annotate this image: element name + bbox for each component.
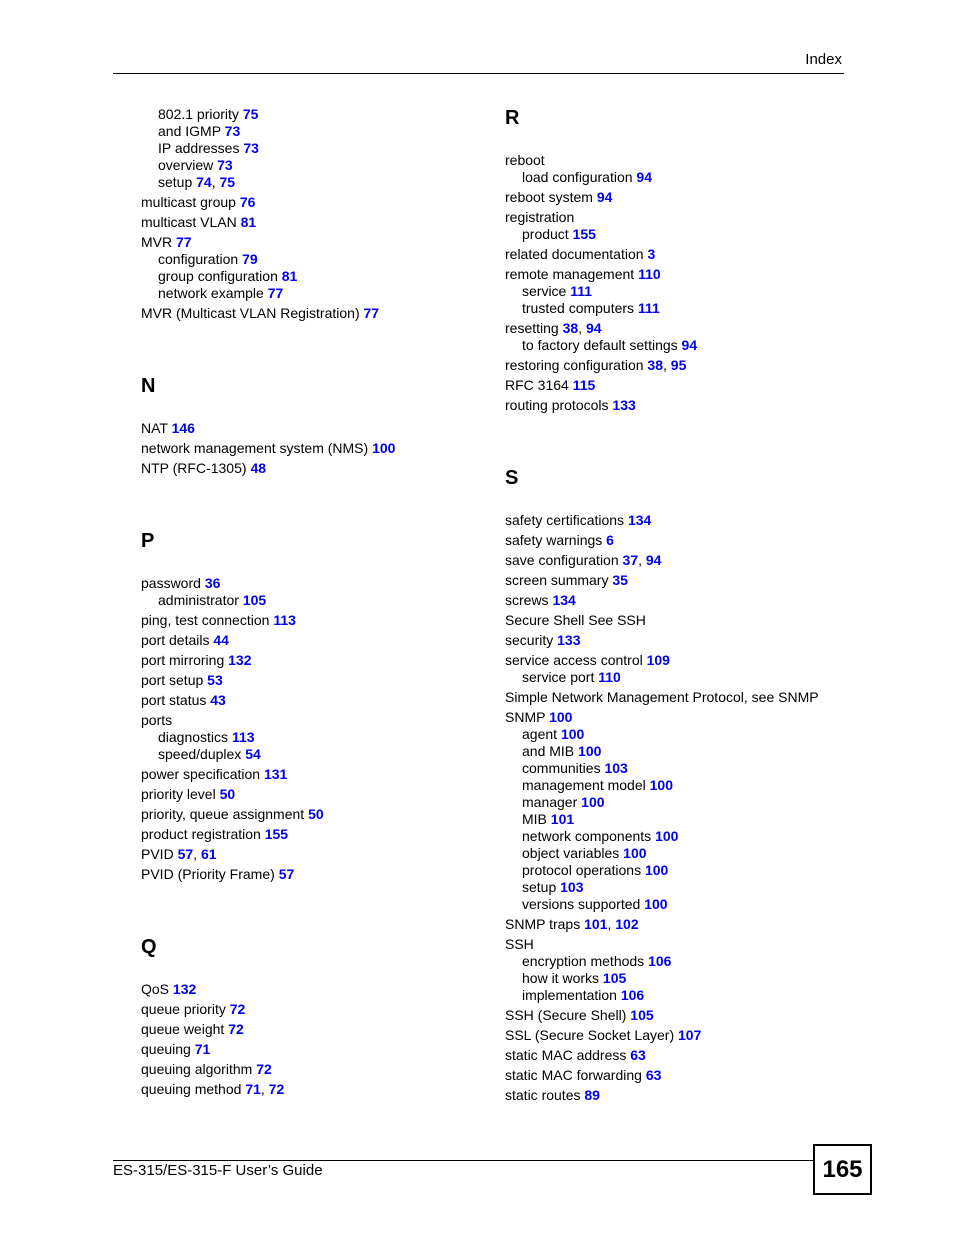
index-term: network management system (NMS) [141,440,373,456]
index-term: product [522,226,573,242]
page-link[interactable]: 71 [194,1041,211,1057]
index-entry [505,377,845,394]
index-term: power specification [141,766,264,782]
index-subentry [505,845,845,862]
page-link[interactable]: 75 [242,106,259,122]
page-link[interactable]: 111 [637,300,660,316]
page-link[interactable]: 63 [645,1067,662,1083]
index-entry [505,572,845,589]
index-term: MVR [141,234,176,250]
index-term: service port [522,669,599,685]
index-term: save configuration [505,552,623,568]
index-term: versions supported [522,896,645,912]
page-link[interactable]: 101 [584,916,608,932]
index-subentry [141,729,481,746]
index-term: Secure Shell See SSH [505,612,646,628]
index-entry [141,420,481,437]
page-link[interactable]: 100 [581,794,605,810]
index-term: queue priority [141,1001,230,1017]
index-term: trusted computers [522,300,638,316]
index-subentry [505,953,845,970]
index-term: priority level [141,786,220,802]
page-link[interactable]: 72 [229,1001,246,1017]
page-link[interactable]: 81 [281,268,298,284]
page-link[interactable]: 72 [256,1061,272,1077]
page-link[interactable]: 77 [267,285,284,301]
index-term: speed/duplex [158,746,246,762]
page-link[interactable]: 133 [612,397,636,413]
page-link[interactable]: 100 [578,743,602,759]
page-link[interactable]: 146 [171,420,195,436]
index-entry [141,672,481,689]
index-entry [141,826,481,843]
page-link[interactable]: 35 [612,572,628,588]
page-link[interactable]: 110 [638,266,661,282]
index-term: agent [522,726,561,742]
index-entry [141,786,481,803]
index-entry [505,552,845,569]
index-entry [505,652,845,669]
index-term: resetting [505,320,563,336]
index-letter-heading: Q [141,936,157,958]
page-link[interactable]: 132 [228,652,252,668]
index-term: port mirroring [141,652,229,668]
index-term: port status [141,692,211,708]
index-term: routing protocols [505,397,613,413]
index-entry [141,612,481,629]
index-subentry [141,123,481,140]
page-link[interactable]: 77 [176,234,192,250]
index-entry [505,246,845,263]
index-subentry [141,592,481,609]
page-link[interactable]: 57 [177,846,194,862]
page-link[interactable]: 73 [224,123,241,139]
index-entry [141,234,481,251]
page-link[interactable]: 63 [630,1047,646,1063]
page-link[interactable]: 100 [644,896,668,912]
index-term: 802.1 priority [158,106,243,122]
page-link[interactable]: 94 [585,320,602,336]
index-subentry [141,140,481,157]
page-link[interactable]: 106 [648,953,672,969]
page-link[interactable]: 71 [245,1081,261,1097]
index-entry [141,1041,481,1058]
index-term: security [505,632,558,648]
index-entry [505,936,845,953]
index-entry [141,194,481,211]
index-term: IP addresses [158,140,244,156]
page-link[interactable]: 79 [242,251,258,267]
index-term: Simple Network Management Protocol, see SNMP [505,689,819,705]
index-term: priority, queue assignment [141,806,309,822]
page-link[interactable]: 105 [630,1007,654,1023]
page-link[interactable]: 75 [219,174,236,190]
page-link[interactable]: 77 [363,305,380,321]
index-term: how it works [522,970,603,986]
page-link[interactable]: 72 [228,1021,244,1037]
index-entry [141,440,481,457]
page-link[interactable]: 100 [655,828,679,844]
index-term: object variables [522,845,624,861]
index-term: load configuration [522,169,637,185]
index-subentry [505,760,845,777]
index-term: ping, test connection [141,612,274,628]
index-subentry [505,169,845,186]
index-entry [141,632,481,649]
index-term: static MAC forwarding [505,1067,646,1083]
index-term: PVID (Priority Frame) [141,866,279,882]
index-entry [505,397,845,414]
page-link[interactable]: 94 [681,337,698,353]
page-link[interactable]: 100 [649,777,673,793]
page-link[interactable]: 50 [219,786,236,802]
page-link[interactable]: 107 [678,1027,702,1043]
index-entry [141,866,481,883]
page-separator: , [663,357,671,373]
index-subentry [505,300,845,317]
index-entry [141,712,481,729]
page-link[interactable]: 105 [242,592,267,608]
index-term: safety certifications [505,512,628,528]
page-link[interactable]: 100 [549,709,573,725]
index-entry [505,357,845,374]
page-link[interactable]: 133 [557,632,581,648]
index-term: SSH (Secure Shell) [505,1007,631,1023]
page-number: 165 [813,1144,872,1195]
index-term: configuration [158,251,243,267]
index-entry [505,689,845,706]
page-link[interactable]: 61 [200,846,217,862]
page-link[interactable]: 102 [615,916,639,932]
index-subentry [505,726,845,743]
index-entry [505,1007,845,1024]
index-term: network components [522,828,656,844]
page-link[interactable]: 81 [240,214,257,230]
index-term: NTP (RFC-1305) [141,460,251,476]
index-term: port details [141,632,214,648]
index-term: ports [141,712,173,728]
index-subentry [141,746,481,763]
index-term: static routes [505,1087,585,1103]
page-link[interactable]: 94 [645,552,662,568]
index-term: to factory default settings [522,337,682,353]
index-subentry [141,106,481,123]
index-entry [141,981,481,998]
index-column-left [141,106,481,1098]
index-entry [141,460,481,477]
index-term: safety warnings [505,532,607,548]
index-entry [505,512,845,529]
index-term: and MIB [522,743,579,759]
page-link[interactable]: 73 [217,157,233,173]
page-link[interactable]: 74 [196,174,212,190]
index-subentry [505,226,845,243]
index-term: NAT [141,420,172,436]
index-entry [505,532,845,549]
index-entry [141,214,481,231]
page-link[interactable]: 134 [552,592,576,608]
index-term: reboot system [505,189,597,205]
index-term: administrator [158,592,243,608]
index-entry [141,806,481,823]
page-link[interactable]: 155 [572,226,596,242]
footer-guide-title: ES-315/ES-315-F User’s Guide [113,1162,323,1179]
page-link[interactable]: 100 [372,440,396,456]
index-entry [505,1067,845,1084]
index-term: related documentation [505,246,648,262]
page-link[interactable]: 100 [560,726,585,742]
index-column-right [505,106,845,1104]
index-subentry [141,174,481,191]
index-term: multicast VLAN [141,214,241,230]
page-link[interactable]: 89 [584,1087,600,1103]
index-entry [141,575,481,592]
index-entry [141,846,481,863]
index-term: service [522,283,571,299]
page-separator: , [638,552,646,568]
index-subentry [141,285,481,302]
index-entry [141,1001,481,1018]
index-term: reboot [505,152,545,168]
index-term: SNMP [505,709,550,725]
page-link[interactable]: 38 [562,320,579,336]
index-entry [505,709,845,726]
index-term: MVR (Multicast VLAN Registration) [141,305,364,321]
index-term: RFC 3164 [505,377,573,393]
index-term: remote management [505,266,639,282]
page-separator: , [193,846,201,862]
index-entry [141,692,481,709]
index-entry [141,1061,481,1078]
page-link[interactable]: 94 [636,169,652,185]
index-entry [505,152,845,169]
index-subentry [505,896,845,913]
page-link[interactable]: 132 [172,981,197,997]
index-entry [505,916,845,933]
page-separator: , [607,916,616,932]
page-link[interactable]: 43 [210,692,226,708]
page-link[interactable]: 131 [263,766,288,782]
page-link[interactable]: 94 [596,189,613,205]
index-term: port setup [141,672,208,688]
page-link[interactable]: 113 [273,612,296,628]
page-link[interactable]: 54 [245,746,261,762]
index-subentry [505,879,845,896]
page-link[interactable]: 44 [213,632,229,648]
index-term: setup [158,174,197,190]
index-term: SNMP traps [505,916,585,932]
page-link[interactable]: 50 [308,806,324,822]
index-term: queue weight [141,1021,229,1037]
page-link[interactable]: 134 [627,512,652,528]
page-separator: , [260,1081,269,1097]
index-term: registration [505,209,575,225]
index-term: communities [522,760,605,776]
index-letter-heading: S [505,467,519,489]
index-term: MIB [522,811,551,827]
page-link[interactable]: 73 [243,140,259,156]
index-letter-heading: P [141,530,155,552]
index-term: management model [522,777,650,793]
page-link[interactable]: 110 [598,669,621,685]
page-link[interactable]: 37 [622,552,639,568]
index-term: service access control [505,652,647,668]
index-term: multicast group [141,194,240,210]
header-title: Index [805,51,842,68]
index-entry [505,209,845,226]
page-link[interactable]: 6 [606,532,614,548]
index-term: restoring configuration [505,357,648,373]
index-term: static MAC address [505,1047,631,1063]
page-link[interactable]: 48 [250,460,267,476]
index-subentry [505,794,845,811]
page-link[interactable]: 36 [204,575,221,591]
index-subentry [141,251,481,268]
page-link[interactable]: 111 [570,283,593,299]
index-entry [505,320,845,337]
index-term: screws [505,592,553,608]
index-term: overview [158,157,218,173]
index-term: and IGMP [158,123,225,139]
index-subentry [505,743,845,760]
page-link[interactable]: 103 [560,879,584,895]
page-separator: , [211,174,220,190]
index-subentry [505,970,845,987]
index-entry [505,612,845,629]
page-separator: , [578,320,586,336]
index-term: password [141,575,205,591]
page-link[interactable]: 95 [670,357,687,373]
index-term: queuing algorithm [141,1061,257,1077]
page-link[interactable]: 105 [602,970,627,986]
index-term: encryption methods [522,953,649,969]
index-subentry [505,669,845,686]
index-term: implementation [522,987,621,1003]
index-term: PVID [141,846,178,862]
index-term: SSH [505,936,534,952]
footer-rule [113,1160,813,1161]
page-link[interactable]: 113 [231,729,255,745]
index-entry [505,1027,845,1044]
index-entry [141,766,481,783]
index-subentry [141,157,481,174]
index-entry [141,652,481,669]
index-subentry [505,283,845,300]
page-link[interactable]: 100 [644,862,669,878]
index-term: queuing method [141,1081,246,1097]
index-subentry [505,337,845,354]
page-link[interactable]: 72 [268,1081,285,1097]
index-term: QoS [141,981,173,997]
index-entry [141,305,481,322]
page-link[interactable]: 38 [647,357,663,373]
index-term: setup [522,879,561,895]
page-link[interactable]: 100 [623,845,647,861]
index-subentry [141,268,481,285]
page-link[interactable]: 3 [647,246,656,262]
page-link[interactable]: 115 [572,377,596,393]
page-link[interactable]: 57 [278,866,295,882]
index-letter-heading: R [505,107,520,129]
page-link[interactable]: 103 [604,760,628,776]
page-link[interactable]: 76 [239,194,256,210]
index-subentry [505,811,845,828]
index-entry [505,632,845,649]
page-link[interactable]: 155 [264,826,289,842]
index-entry [505,1047,845,1064]
index-entry [141,1021,481,1038]
header-rule [113,73,844,74]
index-term: queuing [141,1041,195,1057]
index-term: manager [522,794,582,810]
index-term: network example [158,285,268,301]
index-entry [505,1087,845,1104]
index-term: diagnostics [158,729,232,745]
index-term: group configuration [158,268,282,284]
page-link[interactable]: 109 [646,652,670,668]
index-entry [505,592,845,609]
index-letter-heading: N [141,375,156,397]
index-entry [141,1081,481,1098]
index-subentry [505,828,845,845]
index-term: product registration [141,826,265,842]
index-subentry [505,987,845,1004]
index-term: screen summary [505,572,613,588]
page-link[interactable]: 101 [550,811,575,827]
index-subentry [505,777,845,794]
page-link[interactable]: 53 [207,672,223,688]
page-link[interactable]: 106 [620,987,645,1003]
index-term: SSL (Secure Socket Layer) [505,1027,679,1043]
index-entry [505,189,845,206]
index-term: protocol operations [522,862,645,878]
index-entry [505,266,845,283]
index-subentry [505,862,845,879]
